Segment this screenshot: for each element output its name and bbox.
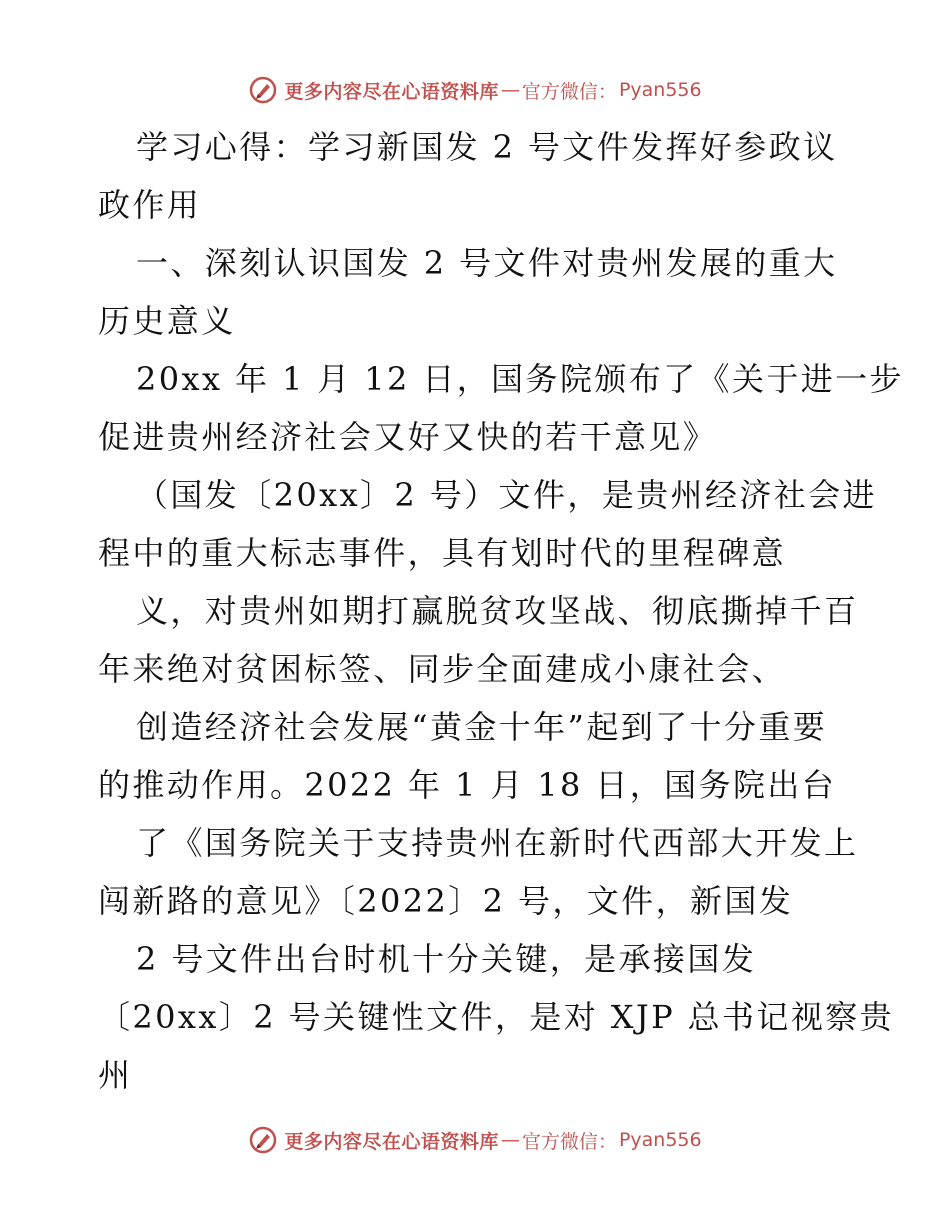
watermark-wechat-label: 官方微信：: [521, 80, 617, 103]
watermark-wechat-id: Pyan556: [618, 79, 702, 101]
watermark-wechat-id: Pyan556: [618, 1129, 702, 1151]
text-line: 历史意义: [98, 302, 236, 340]
header-watermark: [0, 70, 950, 110]
watermark-brand: 更多内容尽在心语资料库: [284, 1130, 499, 1153]
text-line: 义，对贵州如期打赢脱贫攻坚战、彻底撕掉千百: [136, 592, 859, 630]
text-line: 了《国务院关于支持贵州在新时代西部大开发上: [136, 824, 859, 862]
document-body: [98, 118, 904, 1104]
pen-logo-icon: [248, 75, 278, 105]
text-line: 促进贵州经济社会又好又快的若干意见》: [98, 418, 718, 456]
text-line: 闯新路的意见》〔2022〕2 号，文件，新国发: [98, 882, 794, 920]
text-line: 政作用: [98, 186, 202, 224]
footer-watermark: [0, 1120, 950, 1160]
watermark-dash: —: [500, 79, 520, 101]
pen-logo-icon: [248, 1125, 278, 1155]
watermark-dash: —: [500, 1129, 520, 1151]
text-line: 〔20xx〕2 号关键性文件，是对 XJP 总书记视察贵: [98, 998, 895, 1036]
text-line: 一、深刻认识国发 2 号文件对贵州发展的重大: [136, 244, 838, 282]
text-line: 州: [98, 1056, 133, 1094]
text-line: 2 号文件出台时机十分关键，是承接国发: [136, 940, 757, 978]
watermark-brand: 更多内容尽在心语资料库: [284, 80, 499, 103]
text-line: 20xx 年 1 月 12 日，国务院颁布了《关于进一步: [136, 360, 904, 398]
text-line: 学习心得：学习新国发 2 号文件发挥好参政议: [136, 128, 838, 166]
text-line: 的推动作用。2022 年 1 月 18 日，国务院出台: [98, 766, 837, 804]
text-line: 创造经济社会发展“黄金十年”起到了十分重要: [136, 708, 828, 746]
text-line: 年来绝对贫困标签、同步全面建成小康社会、: [98, 650, 787, 688]
text-line: （国发〔20xx〕2 号）文件，是贵州经济社会进: [136, 476, 877, 514]
text-line: 程中的重大标志事件，具有划时代的里程碑意: [98, 534, 787, 572]
watermark-wechat-label: 官方微信：: [521, 1130, 617, 1153]
